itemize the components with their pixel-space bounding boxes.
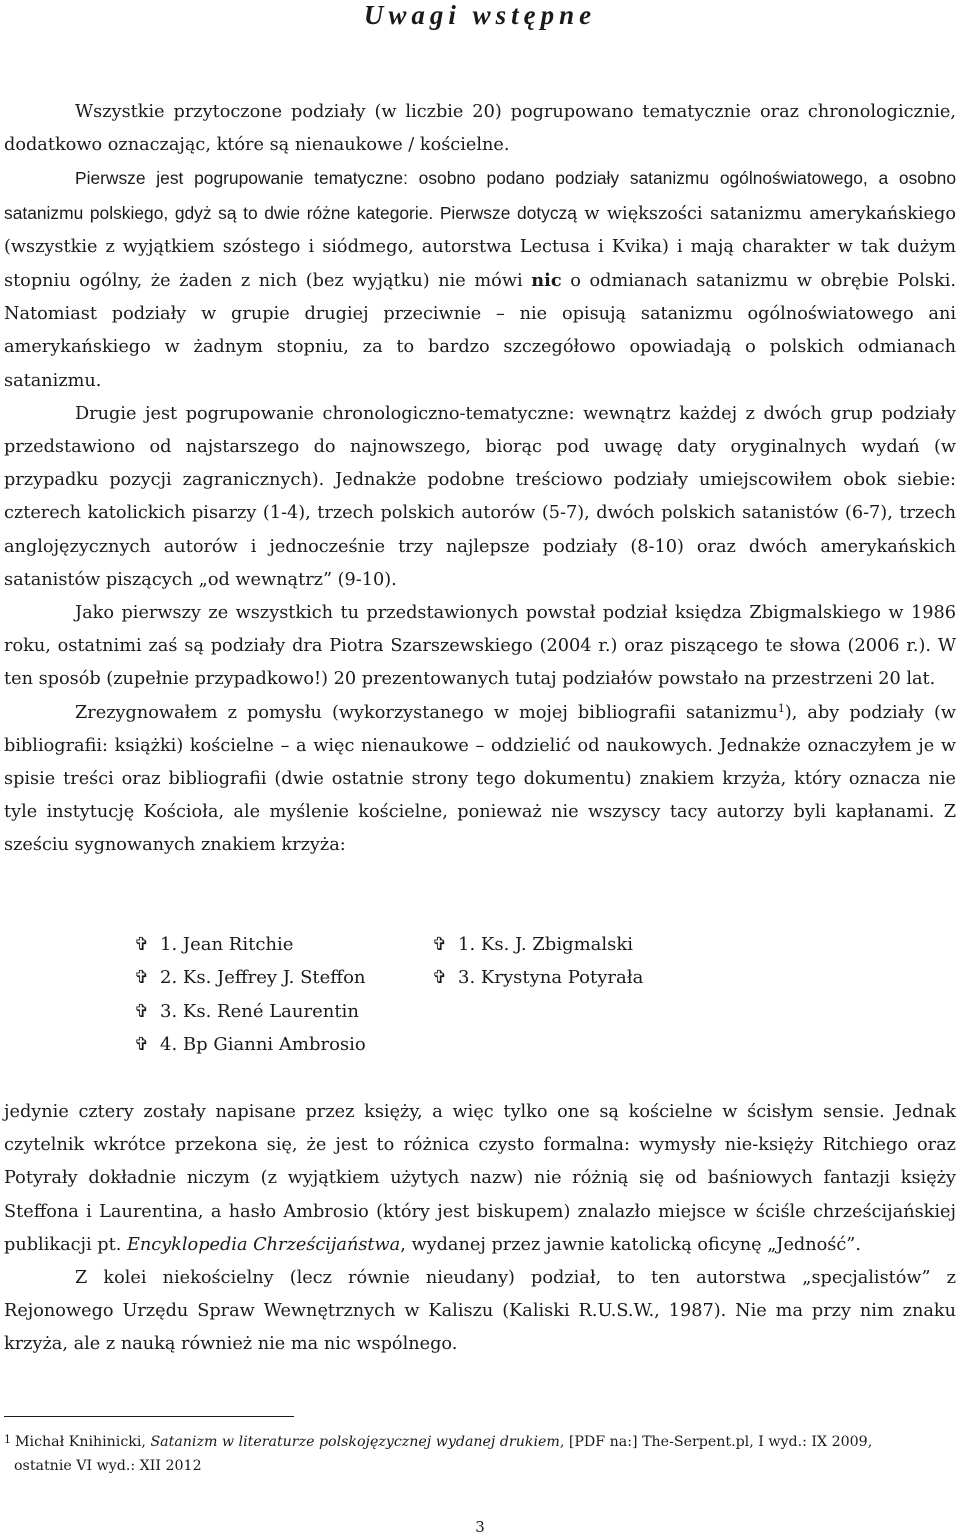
body-text: [4, 96, 956, 863]
footnote-rest: , [PDF na:] The-Serpent.pl, I wyd.: IX 2009,: [559, 1434, 873, 1450]
paragraph-5-part-b: ), aby podziały (w bibliografii: książki) kościelne – a więc nienaukowe – oddzielić od naukowych. Jednakże oznaczyłem je w spisie treści oraz bibliografii (dwie ostatnie strony tego dokumentu) znakiem krzyża, który oznacza nie tyle instytucję Kościoła, ale myślenie kościelne, ponieważ nie wszyscy tacy autorzy byli kapłanami. Z sześciu sygnowanych znakiem krzyża:: [4, 702, 956, 856]
footnote-title: Satanizm w literaturze polskojęzycznej wydanej drukiem: [150, 1434, 560, 1450]
cross-list-item-label: 3. Ks. René Laurentin: [160, 1000, 359, 1022]
cross-list-item-label: 4. Bp Gianni Ambrosio: [160, 1034, 366, 1056]
paragraph-2-bold: nic: [531, 270, 562, 292]
paragraph-4: Jako pierwszy ze wszystkich tu przedstawionych powstał podział księdza Zbigmalskiego w 1986 roku, ostatnimi zaś są podziały dra Piotra Szarszewskiego (2004 r.) oraz piszącego te słowa (2006 r.). W ten sposób (zupełnie przypadkowo!) 20 prezentowanych tutaj podziałów powstało na przestrzeni 20 lat.: [4, 603, 956, 690]
cross-list-item: [134, 1028, 366, 1061]
cross-list-item: [134, 961, 366, 994]
paragraph-6-part-a: jedynie cztery zostały napisane przez księży, a więc tylko one są kościelne w ścisłym sensie. Jednak czytelnik wkrótce przekona się, że jest to różnica czysto formalna: wymysły nie-księży Ritchiego oraz Potyrały dokładnie niczym (z wyjątkiem użytych nazw) nie różnią się od baśniowych fantazji księży Steffona i Laurentina, a hasło Ambrosio (który jest biskupem) znalazło miejsce w ściśle chrześcijańskiej publikacji pt.: [4, 1102, 956, 1255]
cross-list-item: [134, 928, 366, 961]
footnote-author: Michał Knihinicki,: [15, 1434, 151, 1450]
paragraph-6: [4, 1096, 956, 1262]
footnote-line-2: ostatnie VI wyd.: XII 2012: [14, 1458, 202, 1474]
paragraph-3: Drugie jest pogrupowanie chronologiczno-tematyczne: wewnątrz każdej z dwóch grup podziały przedstawiono od najstarszego do najnowszego, biorąc pod uwagę daty oryginalnych wydań (w przypadku pozycji zagranicznych). Jednakże podobne treściowo podziały umiejscowiłem obok siebie: czterech katolickich pisarzy (1-4), trzech polskich autorów (5-7), dwóch polskich satanistów (6-7), trzech anglojęzycznych autorów i jednocześnie trzy najlepsze podziały (8-10) oraz dwóch amerykańskich satanistów piszących „od wewnątrz” (9-10).: [4, 403, 956, 590]
paragraph-5-part-a: Zrezygnowałem z pomysłu (wykorzystanego w mojej bibliografii satanizmu: [75, 702, 778, 723]
paragraph-5: [4, 697, 956, 863]
paragraph-2-part-b: o odmianach satanizmu w obrębie Polski.: [561, 271, 956, 292]
cross-list-right: [432, 928, 643, 995]
paragraph-7: Z kolei niekościelny (lecz równie nieudany) podział, to ten autorstwa „specjalistów” z Rejonowego Urzędu Spraw Wewnętrznych w Kaliszu (Kaliski R.U.S.W., 1987). Nie ma przy nim znaku krzyża, ale z nauką również nie ma nic wspólnego.: [4, 1268, 956, 1355]
paragraph-2-part-c: Natomiast podziały w grupie drugiej przeciwnie – nie opisują satanizmu ogólnoświatowego ani amerykańskiego w żadnym stopniu, za to bardzo szczegółowo opowiadają o polskich odmianach satanizmu.: [4, 304, 956, 391]
cross-icon: ✞: [134, 934, 150, 955]
cross-icon: ✞: [134, 1034, 150, 1056]
paragraph-2: [4, 162, 956, 397]
cross-list-item-label: 1. Ks. J. Zbigmalski: [458, 934, 634, 955]
cross-list-item-label: 2. Ks. Jeffrey J. Steffon: [160, 967, 366, 989]
paragraph-6-italic: Encyklopedia Chrześcijaństwa: [126, 1234, 401, 1255]
cross-list-item: [432, 928, 643, 961]
paragraph-1: Wszystkie przytoczone podziały (w liczbie 20) pogrupowano tematycznie oraz chronologicznie, dodatkowo oznaczając, które są nienaukowe / kościelne.: [4, 102, 956, 156]
cross-icon: ✞: [432, 967, 448, 989]
cross-icon: ✞: [134, 967, 150, 989]
cross-list-item-label: 3. Krystyna Potyrała: [458, 967, 644, 989]
page-title: Uwagi wstępne: [363, 0, 597, 30]
body-text-continued: [4, 1096, 956, 1362]
cross-list-item-label: 1. Jean Ritchie: [160, 934, 294, 955]
cross-list-item: [432, 961, 643, 994]
paragraph-2-sans: Pierwsze jest pogrupowanie tematyczne: osobno podano podziały satanizmu ogólnoświatowego, a osobno satanizmu polskiego, gdyż są to dwie różne kategorie. Pierwsze dotyczą: [4, 168, 956, 223]
footnote-number: 1: [4, 1433, 11, 1446]
footnote-ref[interactable]: 1: [777, 701, 785, 715]
cross-icon: ✞: [432, 934, 448, 955]
cross-icon: ✞: [134, 1000, 150, 1022]
page-number: 3: [475, 1518, 485, 1536]
cross-list-item: [134, 995, 366, 1028]
cross-list-left: [134, 928, 366, 1062]
paragraph-6-part-b: , wydanej przez jawnie katolicką oficynę „Jedność”.: [400, 1234, 861, 1255]
footnote-divider: [4, 1416, 294, 1417]
footnote: [4, 1428, 956, 1478]
footnote-line-1: [4, 1428, 956, 1454]
paragraph-2-part-a: w większości satanizmu amerykańskiego (wszystkie z wyjątkiem szóstego i siódmego, autorstwa Lectusa i Kvika) i mają charakter w tak dużym stopniu ogólny, że żaden z nich (bez wyjątku) nie mówi: [4, 203, 956, 292]
